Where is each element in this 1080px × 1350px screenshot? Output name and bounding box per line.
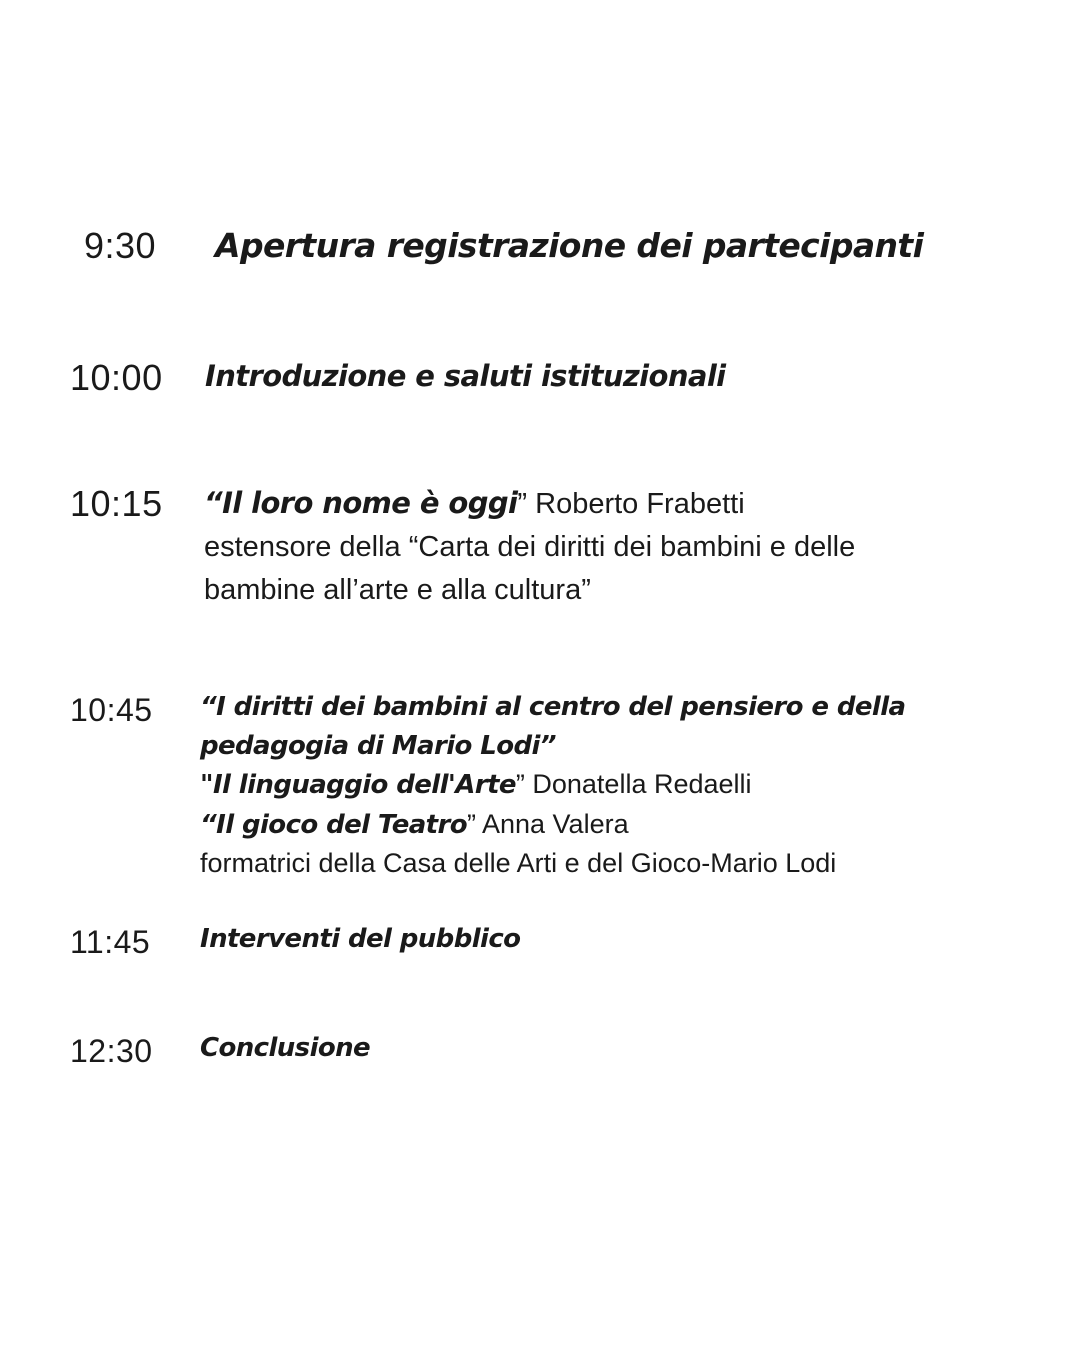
- close-quote: ”: [515, 769, 525, 799]
- schedule-content: [200, 688, 905, 883]
- schedule-time: 12:30: [70, 1033, 153, 1069]
- talk-title-line: [204, 482, 855, 526]
- schedule-title: Interventi del pubblico: [200, 924, 521, 954]
- schedule-content: [205, 356, 726, 396]
- schedule-content: [215, 224, 923, 268]
- schedule-title: Introduzione e saluti istituzionali: [205, 359, 726, 393]
- schedule-content: [204, 482, 855, 612]
- speaker-description: formatrici della Casa delle Arti e del Gioco-Mario Lodi: [200, 848, 837, 878]
- sub-talk: [200, 765, 905, 805]
- sub-talk: [200, 805, 905, 845]
- close-quote: ”: [466, 808, 476, 839]
- schedule-content: [200, 1029, 370, 1067]
- schedule-time: 10:00: [70, 357, 163, 398]
- schedule-time: 9:30: [84, 225, 157, 266]
- speaker-name: Donatella Redaelli: [524, 769, 752, 799]
- close-quote: ”: [517, 488, 528, 520]
- schedule-time: 10:15: [70, 483, 163, 524]
- sub-talk-title: "Il linguaggio dell'Arte: [200, 770, 516, 800]
- schedule-time: 11:45: [70, 924, 151, 960]
- schedule-title: Il loro nome è oggi: [222, 486, 518, 520]
- schedule-time: 10:45: [70, 692, 153, 728]
- schedule-content: [200, 920, 520, 958]
- speaker-description: bambine all’arte e alla cultura”: [204, 574, 591, 606]
- schedule-title: pedagogia di Mario Lodi”: [200, 730, 556, 761]
- open-quote: “: [204, 486, 223, 520]
- schedule-title: Conclusione: [200, 1033, 371, 1063]
- schedule-title: “I diritti dei bambini al centro del pensiero e della: [200, 692, 906, 722]
- speaker-name: Roberto Frabetti: [527, 488, 745, 520]
- sub-talk-title: “Il gioco del Teatro: [200, 809, 467, 840]
- speaker-description: estensore della “Carta dei diritti dei bambini e delle: [204, 531, 856, 563]
- schedule-title: Apertura registrazione dei partecipanti: [215, 226, 924, 265]
- speaker-name: Anna Valera: [475, 808, 629, 839]
